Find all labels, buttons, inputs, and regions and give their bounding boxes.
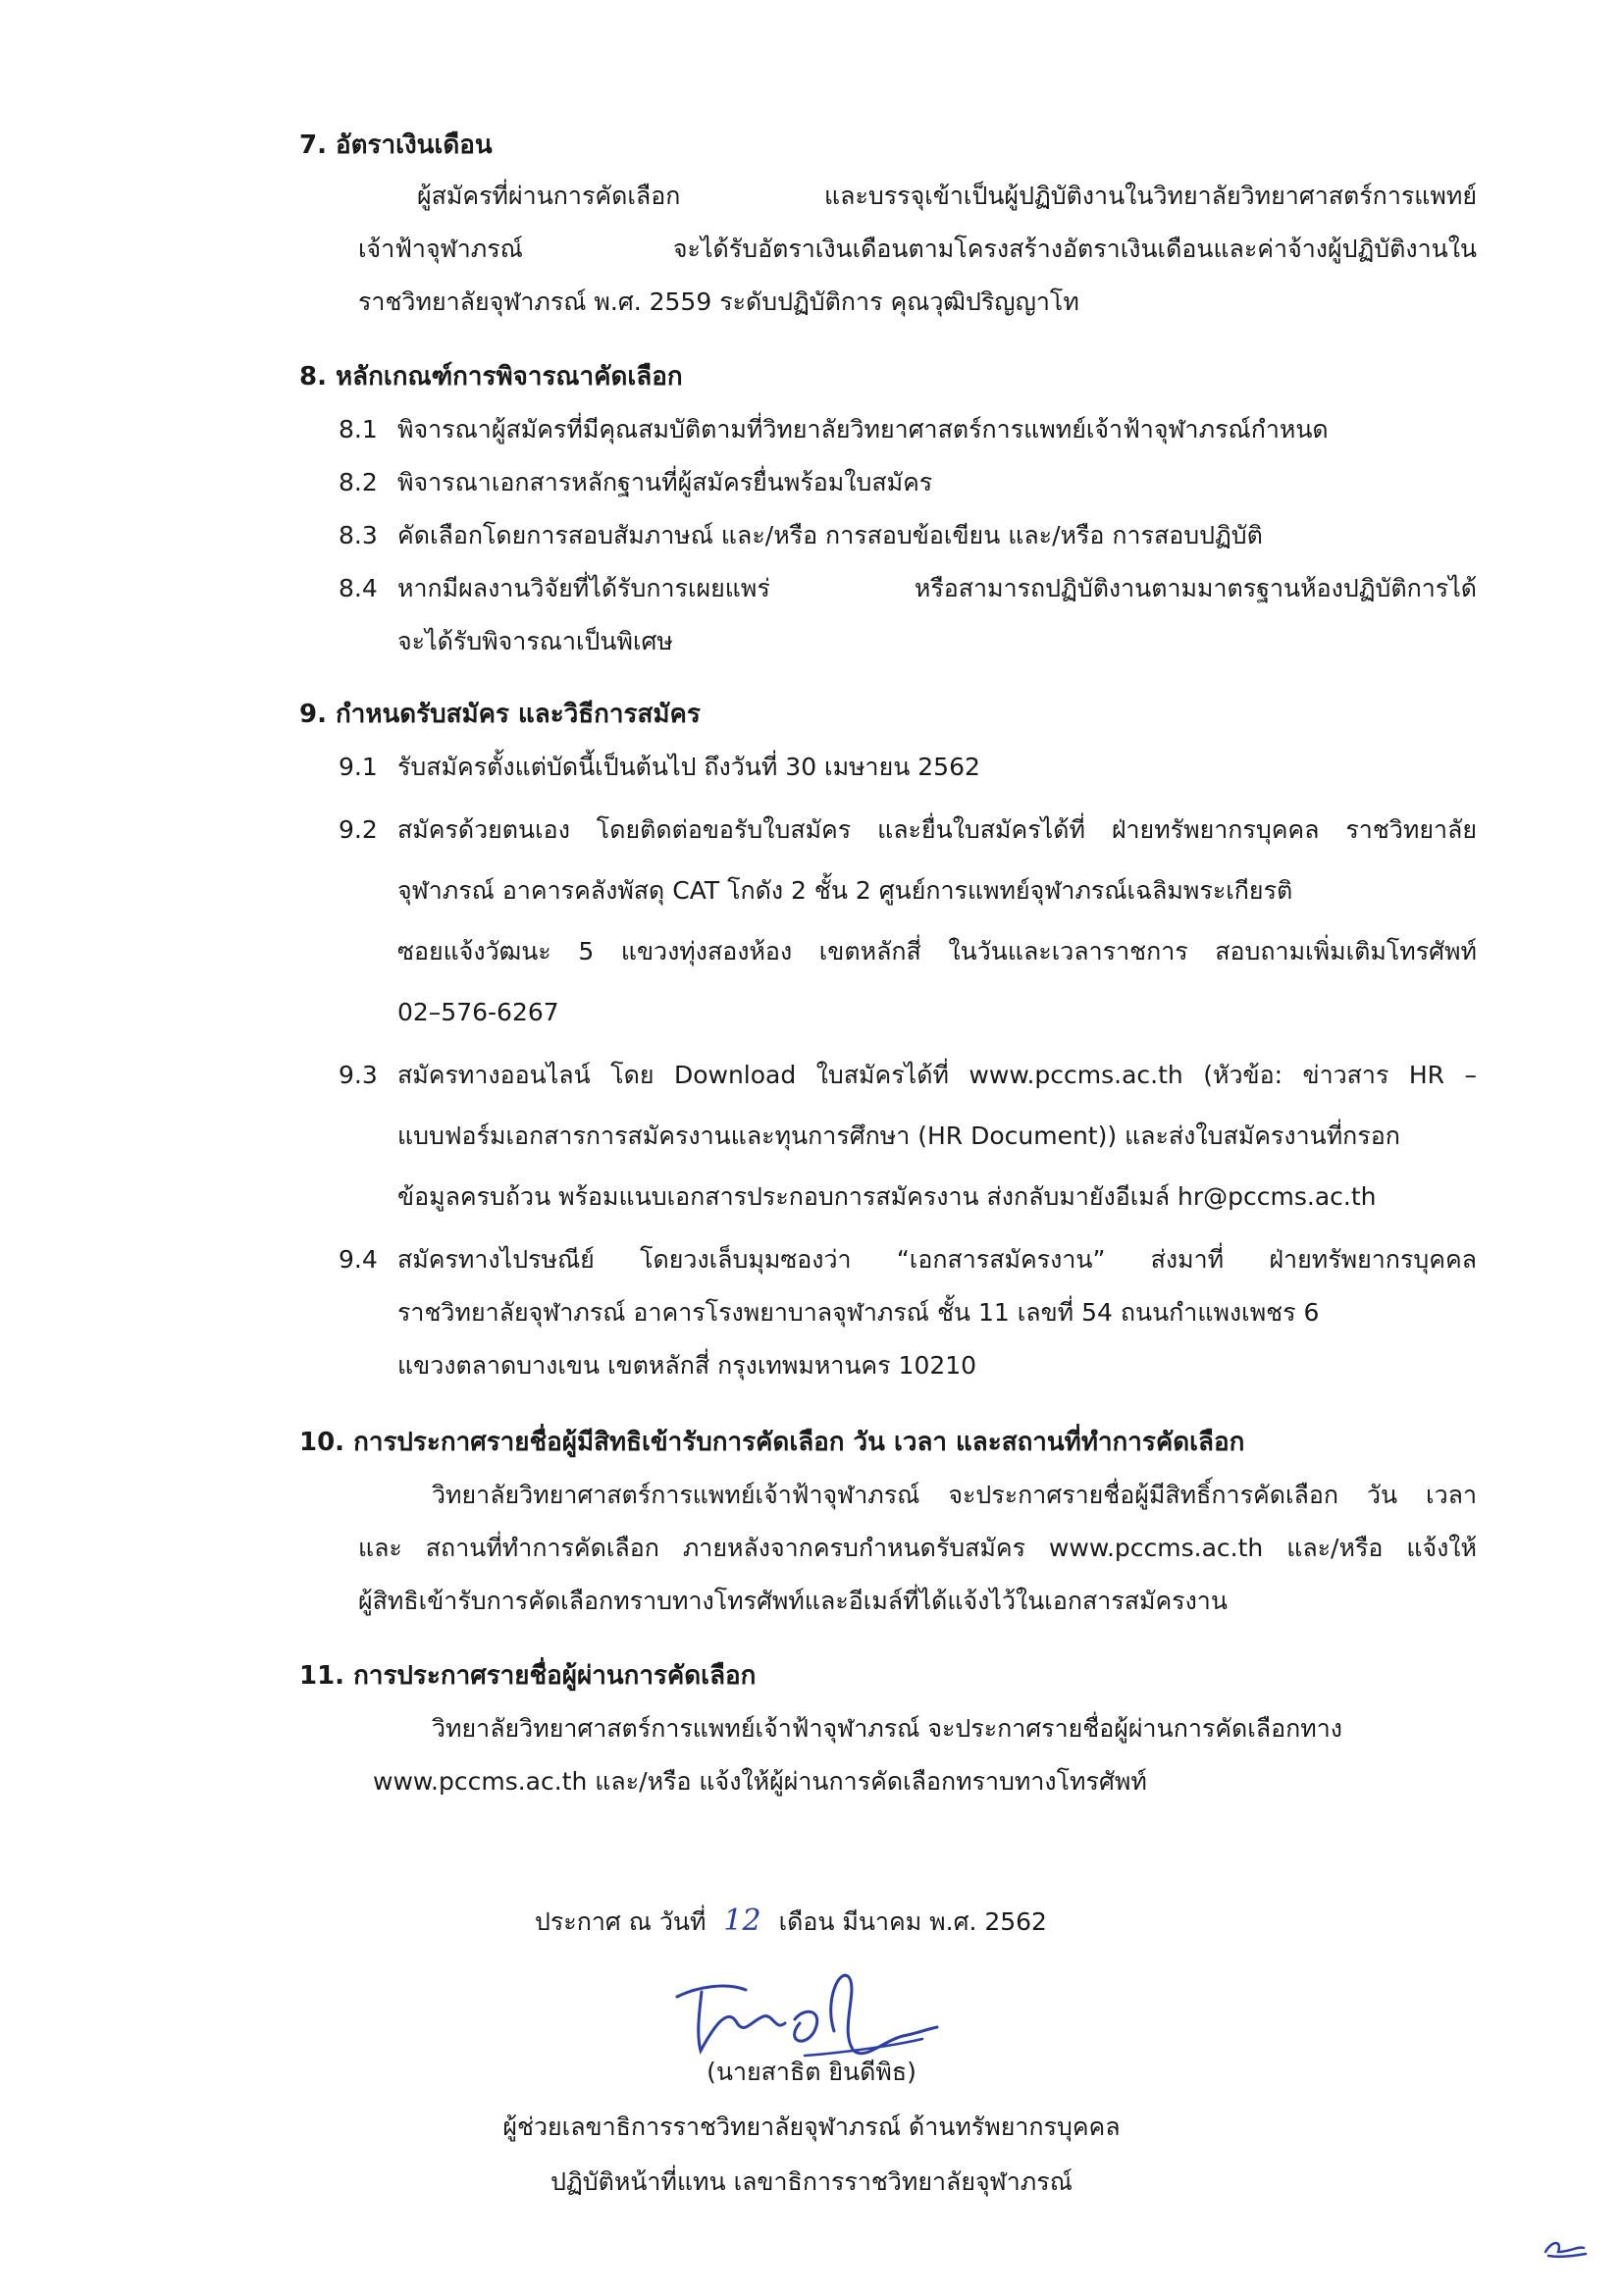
section-9-3-line-1: สมัครทางออนไลน์ โดย Download ใบสมัครได้ที่ www.pccms.ac.th (หัวข้อ: ข่าวสาร HR – (397, 1061, 1477, 1089)
section-9-4-line-1: สมัครทางไปรษณีย์ โดยวงเล็บมุมซองว่า “เอกสารสมัครงาน” ส่งมาที่ ฝ่ายทรัพยากรบุคคล (397, 1245, 1477, 1274)
section-9-2-line-3: ซอยแจ้งวัฒนะ 5 แขวงทุ่งสองห้อง เขตหลักสี่ ในวันและเวลาราชการ สอบถามเพิ่มเติมโทรศัพท์ (397, 937, 1477, 965)
section-10-line-3: ผู้สิทธิเข้ารับการคัดเลือกทราบทางโทรศัพท์และอีเมล์ที่ได้แจ้งไว้ในเอกสารสมัครงาน (358, 1587, 1228, 1615)
section-10-heading: 10. การประกาศรายชื่อผู้มีสิทธิเข้ารับการคัดเลือก วัน เวลา และสถานที่ทำการคัดเลือก (299, 1428, 1245, 1457)
section-9-2-number: 9.2 (339, 815, 378, 844)
section-8-4-text: หากมีผลงานวิจัยที่ได้รับการเผยแพร่ หรือสามารถปฏิบัติงานตามมาตรฐานห้องปฏิบัติการได้ (397, 574, 1477, 602)
section-11-line-1: วิทยาลัยวิทยาศาสตร์การแพทย์เจ้าฟ้าจุฬาภรณ์ จะประกาศรายชื่อผู้ผ่านการคัดเลือกทาง (432, 1714, 1342, 1743)
section-9-3-line-2: แบบฟอร์มเอกสารการสมัครงานและทุนการศึกษา (HR Document)) และส่งใบสมัครงานที่กรอก (397, 1122, 1400, 1150)
section-9-heading: 9. กำหนดรับสมัคร และวิธีการสมัคร (299, 700, 701, 729)
section-9-3-number: 9.3 (339, 1061, 378, 1089)
handwritten-day: 12 (723, 1904, 761, 1938)
section-8-4-number: 8.4 (339, 574, 378, 602)
section-11-heading: 11. การประกาศรายชื่อผู้ผ่านการคัดเลือก (299, 1661, 757, 1691)
section-8-2-number: 8.2 (339, 468, 378, 496)
section-9-3-line-3: ข้อมูลครบถ้วน พร้อมแนบเอกสารประกอบการสมัครงาน ส่งกลับมายังอีเมล์ hr@pccms.ac.th (397, 1182, 1377, 1211)
section-8-4-continuation: จะได้รับพิจารณาเป็นพิเศษ (397, 627, 673, 655)
signatory-title-1: ผู้ช่วยเลขาธิการราชวิทยาลัยจุฬาภรณ์ ด้านทรัพยากรบุคคล (502, 2113, 1121, 2141)
section-8-1-text: พิจารณาผู้สมัครที่มีคุณสมบัติตามที่วิทยาลัยวิทยาศาสตร์การแพทย์เจ้าฟ้าจุฬาภรณ์กำหนด (397, 415, 1329, 444)
announcement-prefix: ประกาศ ณ วันที่ (535, 1907, 707, 1936)
section-7-line-3: ราชวิทยาลัยจุฬาภรณ์ พ.ศ. 2559 ระดับปฏิบัติการ คุณวุฒิปริญญาโท (358, 287, 1079, 316)
section-10-line-2: และ สถานที่ทำการคัดเลือก ภายหลังจากครบกำหนดรับสมัคร www.pccms.ac.th และ/หรือ แจ้งให้ (358, 1534, 1477, 1562)
section-9-4-number: 9.4 (339, 1245, 378, 1274)
section-7-heading: 7. อัตราเงินเดือน (299, 130, 493, 160)
section-8-3-number: 8.3 (339, 521, 378, 549)
section-9-4-line-3: แขวงตลาดบางเขน เขตหลักสี่ กรุงเทพมหานคร 10210 (397, 1351, 977, 1380)
signatory-name: (นายสาธิต ยินดีพิธ) (707, 2058, 916, 2086)
signatory-title-2: ปฏิบัติหน้าที่แทน เลขาธิการราชวิทยาลัยจุฬาภรณ์ (550, 2167, 1073, 2196)
section-10-line-1: วิทยาลัยวิทยาศาสตร์การแพทย์เจ้าฟ้าจุฬาภรณ์ จะประกาศรายชื่อผู้มีสิทธิ์การคัดเลือก วัน เวลา (432, 1481, 1477, 1509)
section-9-1-number: 9.1 (339, 753, 378, 781)
announcement-suffix: เดือน มีนาคม พ.ศ. 2562 (778, 1907, 1047, 1936)
section-7-line-1: ผู้สมัครที่ผ่านการคัดเลือก และบรรจุเข้าเป็นผู้ปฏิบัติงานในวิทยาลัยวิทยาศาสตร์การแพทย์ (417, 182, 1477, 210)
initial-mark (1541, 2232, 1590, 2262)
section-9-2-line-2: จุฬาภรณ์ อาคารคลังพัสดุ CAT โกดัง 2 ชั้น 2 ศูนย์การแพทย์จุฬาภรณ์เฉลิมพระเกียรติ (397, 876, 1293, 905)
section-9-2-line-1: สมัครด้วยตนเอง โดยติดต่อขอรับใบสมัคร และยื่นใบสมัครได้ที่ ฝ่ายทรัพยากรบุคคล ราชวิทยาลัย (397, 815, 1477, 844)
announcement-date (535, 1904, 1047, 1939)
section-9-2-phone: 02–576-6267 (397, 998, 559, 1026)
section-8-2-text: พิจารณาเอกสารหลักฐานที่ผู้สมัครยื่นพร้อมใบสมัคร (397, 468, 933, 496)
section-9-1-text: รับสมัครตั้งแต่บัดนี้เป็นต้นไป ถึงวันที่ 30 เมษายน 2562 (397, 753, 980, 781)
section-8-1-number: 8.1 (339, 415, 378, 444)
section-7-line-2: เจ้าฟ้าจุฬาภรณ์ จะได้รับอัตราเงินเดือนตามโครงสร้างอัตราเงินเดือนและค่าจ้างผู้ปฏิบัติงานใน (358, 235, 1477, 263)
section-11-line-2: www.pccms.ac.th และ/หรือ แจ้งให้ผู้ผ่านการคัดเลือกทราบทางโทรศัพท์ (373, 1767, 1147, 1796)
section-8-3-text: คัดเลือกโดยการสอบสัมภาษณ์ และ/หรือ การสอบข้อเขียน และ/หรือ การสอบปฏิบัติ (397, 521, 1263, 549)
section-8-heading: 8. หลักเกณฑ์การพิจารณาคัดเลือก (299, 362, 683, 391)
section-9-4-line-2: ราชวิทยาลัยจุฬาภรณ์ อาคารโรงพยาบาลจุฬาภรณ์ ชั้น 11 เลขที่ 54 ถนนกำแพงเพชร 6 (397, 1298, 1320, 1327)
